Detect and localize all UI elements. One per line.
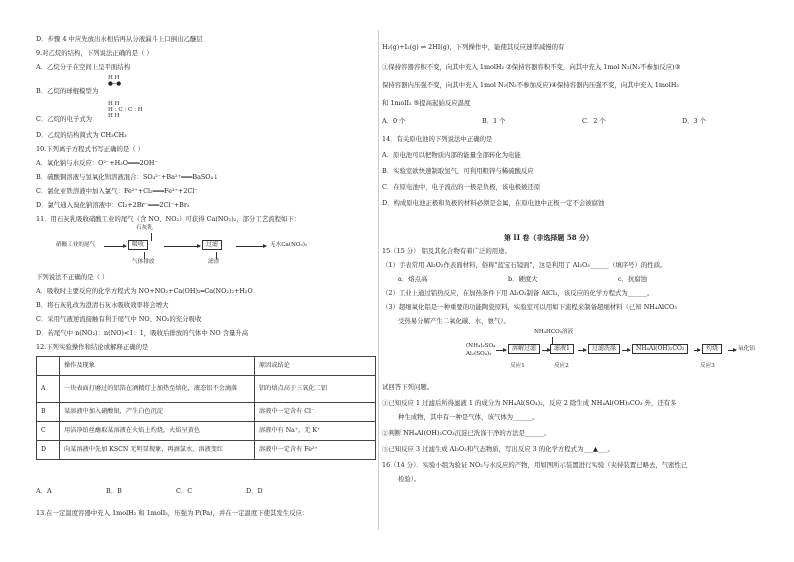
table-cell: 溶液中一定含有 Fe²⁺ (255, 441, 376, 460)
flow-label-r1: 反应1 (510, 363, 525, 369)
flow-residue-arrow (216, 252, 217, 259)
flow-arrow-b (542, 350, 550, 351)
q15-answer-intro: 试回答下列问题。 (382, 383, 434, 391)
q13-op-3: 和 1molI₂ ⑤提高起始反应温度 (382, 99, 471, 107)
q15-option-b: b．硬度大 (508, 275, 538, 283)
flow-step1-box: 溶解过滤 (508, 344, 540, 354)
flow-output-label: 无水Ca(NO₂)₂ (270, 242, 308, 248)
q14-option-d: D．构成原电池正极和负极的材料必须是金属，在原电池中正极一定不会被腐蚀 (382, 199, 605, 207)
flow-arrow-d (622, 350, 630, 351)
table-cell: 某溶液中加入硝酸银，产生白色沉淀 (60, 403, 255, 422)
q13-choice-c: C．2 个 (582, 117, 606, 125)
table-cell: 溶液中一定含有 Cl⁻ (255, 403, 376, 422)
column-divider (378, 30, 379, 530)
q13-equation: H₂(g)+I₂(g) ⇌ 2HI(g)，下列操作中，能使其反应速率减慢的有 (382, 43, 565, 51)
ball-model-mid: ●─● (108, 80, 122, 87)
q13-stem: 13.在一定温度容器中充入 1molH₂ 和 1molI₂，压强为 P(Pa)，并在一定温度下使其发生反应： (36, 509, 309, 517)
table-cell: C (37, 422, 60, 441)
table-cell: 铝的熔点高于三氧化二铝 (255, 376, 376, 403)
flow-arrow-2 (164, 246, 200, 247)
flow-step2-box: 滤液1 (550, 344, 574, 354)
table-header-row (37, 357, 376, 376)
q14-option-b: B．实验室欲快速制取氢气，可利用粗锌与稀硫酸反应 (382, 167, 534, 175)
q9-stem: 9.对乙烷的结构，下列说法正确的是（ ） (36, 49, 153, 57)
flow-milk-label: 石灰乳 (136, 225, 153, 231)
q10-option-b: B．硫酸铜溶液与氢氧化钡溶液混合：SO₄²⁻+Ba²⁺═══BaSO₄↓ (36, 173, 219, 181)
flow-arrow-a (496, 350, 506, 351)
table-cell: 溶液中有 Na⁺，无 K⁺ (255, 422, 376, 441)
q10-option-c: C．氯化亚铁溶液中加入氯气：Fe²⁺+Cl₂═══Fe³⁺+2Cl⁻ (36, 187, 198, 195)
table-row (37, 441, 376, 460)
flow-arrow-f (728, 350, 736, 351)
q11-option-a: A．吸收时主要反应的化学方程式为 NO+NO₂+Ca(OH)₂═Ca(NO₂)₂+H₂O (36, 287, 253, 295)
flow-feed2: Al₂(SO₄)₃ (466, 351, 492, 357)
flow-label-r2: 反应2 (554, 363, 569, 369)
q16-stem-cont: 检验）。 (398, 475, 421, 483)
q12-choice-a: A．A (36, 487, 52, 495)
flow-reagent-label: NH₄HCO₃溶液 (534, 329, 574, 335)
table-row (37, 376, 376, 403)
q15-part-3-cont: 受热易分解产生二氧化碳、水、氨气）。 (398, 317, 510, 325)
table-cell: 一块表面打磨过的铝箔在酒精灯上加热至熔化，液态铝不会滴落 (60, 376, 255, 403)
q14-option-a: A．原电池可以把物质内部的能量全部转化为电能 (382, 151, 521, 159)
q15-sub-1-cont: 种生成物，其中有一种是气体，该气体为______。 (398, 413, 539, 421)
flow-arrow-1 (104, 246, 126, 247)
q16-stem: 16（14 分）．实验小组为验证 NO₂与水反应的产物，用如图所示装置进行实验（夹持装置已略去，气密性已 (382, 461, 688, 469)
flow-arrow-e (694, 350, 700, 351)
flow-step4-box: NH₄Al(OH)₂CO₃ (632, 344, 688, 354)
q13-choice-d: D．3 个 (682, 117, 707, 125)
dot-bottom: H H (108, 112, 120, 119)
ball-stick-model (108, 76, 121, 88)
table-cell: 向某溶液中先加 KSCN 无明显现象，再滴氯水，溶液变红 (60, 441, 255, 460)
flow-residue-label: 滤渣 (208, 259, 220, 265)
q9-option-a: A．乙烷分子在空间上呈平面结构 (36, 63, 131, 71)
table-row (37, 403, 376, 422)
q11-stem: 11．用石灰乳吸收硝酸工业的尾气（含 NO、NO₂）可获得 Ca(NO₂)₂，部分工艺流程如下： (36, 215, 301, 223)
q15-option-c: c．抗腐蚀 (618, 275, 648, 283)
table-header: 原因或结论 (255, 357, 376, 376)
flow-arrow-c (578, 350, 586, 351)
flow-label-r3: 反应3 (700, 363, 715, 369)
q14-option-c: C．在原电池中，电子流出的一极是负极，该电极被还原 (382, 183, 541, 191)
flow-product: 氧化铝 (738, 346, 755, 352)
table-header (37, 357, 60, 376)
section-heading: 第 II 卷（非选择题 58 分） (504, 233, 594, 242)
table-row (37, 422, 376, 441)
q10-option-a: A．氧化钠与水反应：O²⁻+H₂O═══2OH⁻ (36, 159, 158, 167)
table-cell: D (37, 441, 60, 460)
flow-arrow-3 (236, 246, 266, 247)
dot-mid: H : C : C : H (108, 106, 143, 113)
q15-sub-3: ③已知反应 3 过滤生成 Al₂O₃和气态物质，写出反应 3 的化学方程式为___▲___。 (382, 445, 614, 453)
flow-step5-box: 灼烧 (702, 344, 722, 354)
q15-sub-2: ②判断 NH₄Al(OH)₂CO₃沉淀已洗涤干净的方法是______。 (382, 429, 551, 437)
ball-model-top: H H (108, 75, 120, 81)
q12-choice-c: C．C (176, 487, 193, 495)
q9-option-b: B．乙烷的球棍模型为 (36, 87, 99, 95)
q13-choice-b: B．1 个 (482, 117, 506, 125)
flow-input-label: 硝酸工业的尾气 (56, 242, 96, 248)
q11-option-b: B．将石灰乳改为澄清石灰水吸收效率将会增大 (36, 301, 169, 309)
q13-op-1: ①保持容器容积不变，向其中充入 1molH₂ ②保持容器容积不变，向其中充入 1mol N₂(N₂不参加反应)③ (382, 63, 681, 71)
q10-option-d: D．氯气通入溴化钠溶液中：Cl₂+2Br⁻═══2Cl⁻+Br₂ (36, 201, 190, 209)
flow-feed1: (NH₄)₂SO₄ (466, 343, 496, 349)
q13-choice-a: A．0 个 (382, 117, 406, 125)
q13-op-2: 保持容器内压强不变，向其中充入 1mol N₂(N₂不参加反应)④保持容器内压强不变，向其中充入 1molH₂ (382, 81, 679, 89)
flow-step3-box: 过滤洗涤 (588, 344, 620, 354)
q15-option-a: a．熔点高 (398, 275, 428, 283)
flow-filter-box: 过滤 (202, 240, 222, 250)
q14-stem: 14．有关原电池的下列说法中正确的是 (382, 135, 493, 143)
q8-option-d: D．步骤 4 中应先放出水相后再从分液漏斗上口倒出乙醚层 (36, 35, 203, 43)
table-cell: B (37, 403, 60, 422)
q12-stem: 12.下列实验操作和结论或解释正确的是 (36, 343, 149, 351)
q15-stem: 15（15 分） 铝及其化合物有着广泛的用途。 (382, 247, 511, 255)
q11-option-d: D．若尾气中 n(NO₂)：n(NO)<1：1，吸收后排放的气体中 NO 含量升高 (36, 329, 249, 337)
flow-gas-arrow (144, 252, 145, 259)
flow-absorb-box: 吸收 (128, 240, 148, 250)
q15-part-2: （2）工业上通过铝热反应，在加热条件下用 Al₂O₃制备 AlCl₃，该反应的化学方程式为______。 (382, 289, 654, 297)
table-cell: 用洁净铂丝蘸取某溶液在火焰上灼烧，火焰呈黄色 (60, 422, 255, 441)
q11-option-c: C．采用气液逆流接触有利于尾气中 NO、NO₂的充分吸收 (36, 315, 202, 323)
table-cell: A (37, 376, 60, 403)
electron-dot-structure (108, 102, 143, 120)
flow-milk-arrow (151, 233, 152, 241)
table-header: 操作及现象 (60, 357, 255, 376)
q15-sub-1: ①已知反应 1 过滤后所得滤液 1 的成分为 NH₄Al(SO₄)₂，反应 2 除生成 NH₄Al(OH)₂CO₃ 外，还有多 (382, 399, 677, 407)
q12-choice-b: B．B (106, 487, 122, 495)
q12-table (36, 356, 376, 460)
q11-question: 下列说法不正确的是（ ） (36, 273, 109, 281)
q10-stem: 10.下列离子方程式书写正确的是（ ） (36, 145, 145, 153)
q9-option-c: C．乙烷的电子式为 (36, 115, 93, 123)
q15-part-1: （1）手表常用 Al₂O₃作表面材料，俗称"蓝宝石镜面"，这是利用了 Al₂O₃______（填序号）的性质。 (382, 261, 667, 269)
q12-choice-d: D．D (246, 487, 263, 495)
flow-gas-label: 气体排放 (132, 259, 155, 265)
q9-option-d: D．乙烷的结构简式为 CH₃CH₃ (36, 131, 127, 139)
q11-process-flow (36, 226, 376, 268)
dot-top: H H (108, 101, 120, 107)
q15-part-3: （3）超细氧化铝是一种重要的功能陶瓷原料，实验室可以用如下流程来制备超细材料（已知 NH₄AlCO₃ (382, 303, 677, 311)
q15-process-flow (382, 330, 770, 374)
